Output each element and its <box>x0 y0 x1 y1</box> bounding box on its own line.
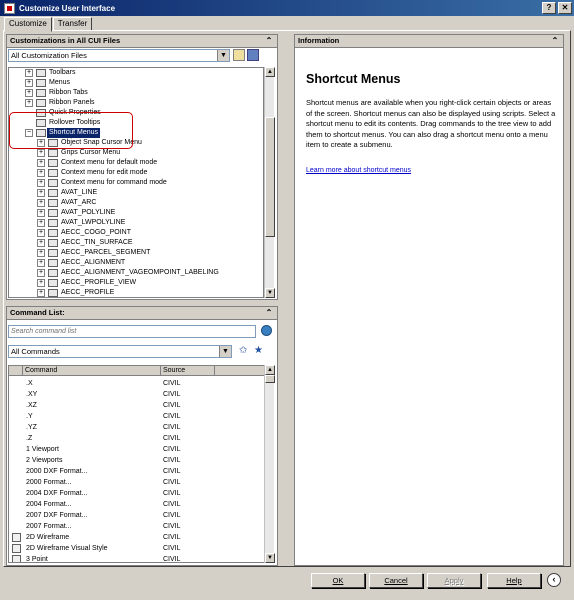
tree-scrollbar[interactable] <box>264 67 274 298</box>
learn-more-link[interactable]: Learn more about shortcut menus <box>306 167 412 174</box>
ok-button[interactable] <box>311 573 365 588</box>
new-command-star-icon[interactable]: ✩ <box>239 345 248 356</box>
scroll-up-icon[interactable]: ▲ <box>265 365 275 375</box>
apply-button-label: Apply <box>444 576 464 585</box>
scroll-down-icon[interactable]: ▼ <box>265 288 275 298</box>
command-list-title: Command List: <box>10 308 65 317</box>
table-row[interactable] <box>9 488 265 499</box>
scroll-down-icon[interactable]: ▼ <box>265 553 275 563</box>
title-buttons <box>542 2 572 14</box>
tree-item-label: Ribbon Panels <box>49 99 95 106</box>
tree-item-label: AVAT_LWPOLYLINE <box>61 219 126 226</box>
source-cell: CIVIL <box>163 424 181 431</box>
command-cell: 2004 DXF Format... <box>26 490 88 497</box>
command-cell: 2D Wireframe Visual Style <box>26 545 108 552</box>
source-cell: CIVIL <box>163 556 181 563</box>
expand-icon[interactable]: + <box>38 139 44 146</box>
menu-icon <box>48 239 58 247</box>
ribbon-tab-icon <box>36 89 46 97</box>
tree-item-label: Grips Cursor Menu <box>61 149 121 156</box>
expand-icon[interactable]: + <box>26 89 32 96</box>
expand-icon[interactable]: + <box>26 99 32 106</box>
command-cell: .YZ <box>26 424 37 431</box>
table-row[interactable] <box>9 400 265 411</box>
tree-item-label: AVAT_POLYLINE <box>61 209 116 216</box>
table-row[interactable] <box>9 499 265 510</box>
source-cell: CIVIL <box>163 490 181 497</box>
table-row[interactable] <box>9 389 265 400</box>
menu-icon <box>48 259 58 267</box>
scroll-thumb[interactable] <box>265 117 275 237</box>
source-cell: CIVIL <box>163 413 181 420</box>
main-tabs <box>4 17 93 31</box>
ribbon-panel-icon <box>36 99 46 107</box>
table-row[interactable] <box>9 543 265 554</box>
grid-header <box>9 366 265 376</box>
menu-icon <box>48 249 58 257</box>
three-point-icon <box>12 555 21 563</box>
table-row[interactable] <box>9 477 265 488</box>
menu-icon <box>48 169 58 177</box>
customization-tree[interactable] <box>8 67 264 298</box>
menu-icon <box>48 269 58 277</box>
visual-style-icon <box>12 544 21 553</box>
command-cell: 2004 Format... <box>26 501 72 508</box>
command-cell: 2D Wireframe <box>26 534 70 541</box>
information-panel-title: Information <box>298 36 340 45</box>
command-cell: 2007 Format... <box>26 523 72 530</box>
tree-item-label: AVAT_LINE <box>61 189 98 196</box>
expand-icon[interactable]: + <box>38 229 44 236</box>
cancel-button[interactable] <box>369 573 423 588</box>
expand-icon[interactable]: + <box>38 169 44 176</box>
tree-item-label: Rollover Tooltips <box>49 119 101 126</box>
command-cell: 1 Viewport <box>26 446 59 453</box>
command-cell: .X <box>26 380 33 387</box>
source-cell: CIVIL <box>163 545 181 552</box>
command-cell: 2000 DXF Format... <box>26 468 88 475</box>
expand-icon[interactable]: + <box>38 239 44 246</box>
menu-icon <box>48 289 58 297</box>
menu-icon <box>48 229 58 237</box>
tree-item-label: AECC_COGO_POINT <box>61 229 132 236</box>
expand-icon[interactable]: + <box>38 179 44 186</box>
info-heading: Shortcut Menus <box>306 72 401 86</box>
tree-item-label: Context menu for edit mode <box>61 169 148 176</box>
scroll-up-icon[interactable]: ▲ <box>265 67 275 77</box>
save-icon[interactable] <box>247 49 259 61</box>
command-cell: 2007 DXF Format... <box>26 512 88 519</box>
menu-icon <box>36 79 46 87</box>
open-file-icon[interactable] <box>233 49 245 61</box>
expand-icon[interactable]: + <box>38 159 44 166</box>
information-panel-header <box>295 35 563 48</box>
command-cell: 2000 Format... <box>26 479 72 486</box>
expand-icon[interactable]: + <box>38 269 44 276</box>
expand-icon[interactable]: + <box>26 79 32 86</box>
command-cell: 2 Viewports <box>26 457 63 464</box>
command-list-header <box>7 307 277 320</box>
help-button-label: Help <box>506 576 522 585</box>
customizations-panel-header <box>7 35 277 48</box>
menu-icon <box>48 219 58 227</box>
source-cell: CIVIL <box>163 534 181 541</box>
menu-icon <box>48 279 58 287</box>
tree-item-label: AECC_PARCEL_SEGMENT <box>61 249 151 256</box>
tree-item-label: Context menu for default mode <box>61 159 158 166</box>
column-header-icon[interactable] <box>9 366 23 376</box>
app-icon <box>4 3 15 14</box>
tree-item-label: Ribbon Tabs <box>49 89 88 96</box>
tab-customize[interactable]: Customize <box>4 17 52 32</box>
table-row[interactable] <box>9 554 265 563</box>
menu-icon <box>48 149 58 157</box>
tree-item-label: AECC_PROFILE <box>61 289 115 296</box>
tree-item-label: AVAT_ARC <box>61 199 97 206</box>
expand-icon[interactable]: + <box>38 249 44 256</box>
chevron-down-icon[interactable]: ▼ <box>217 50 229 61</box>
command-cell: 3 Point <box>26 556 48 563</box>
source-cell: CIVIL <box>163 501 181 508</box>
source-cell: CIVIL <box>163 402 181 409</box>
collapse-panel-icon[interactable]: ‹ <box>547 573 561 587</box>
menu-icon <box>48 159 58 167</box>
tree-item-label: Menus <box>49 79 71 86</box>
collapse-icon[interactable]: ⌃ <box>551 36 559 45</box>
table-row[interactable] <box>9 455 265 466</box>
source-cell: CIVIL <box>163 380 181 387</box>
title-bar <box>0 0 574 16</box>
cancel-button-label: Cancel <box>384 576 408 585</box>
expand-icon[interactable]: + <box>38 209 44 216</box>
source-cell: CIVIL <box>163 435 181 442</box>
search-input[interactable]: Search command list <box>8 325 256 338</box>
command-scrollbar[interactable] <box>264 365 274 563</box>
menu-icon <box>48 189 58 197</box>
column-header-source[interactable]: Source <box>161 366 215 376</box>
info-description: Shortcut menus are available when you right-click certain objects or areas of the screen. Shortcut menus can also be displayed using scripts. Select a shortcut menu to edit its contents. Drag commands to the tree view to add them to shortcut menus. You can also drag a shortcut menu onto a menu item to create a submenu. <box>306 98 556 149</box>
table-row[interactable] <box>9 510 265 521</box>
tree-item-label: Context menu for command mode <box>61 179 167 186</box>
table-row[interactable] <box>9 466 265 477</box>
menu-icon <box>48 179 58 187</box>
expand-icon[interactable]: + <box>38 279 44 286</box>
source-cell: CIVIL <box>163 457 181 464</box>
help-title-button[interactable]: ? <box>542 2 556 14</box>
tree-item-label: Object Snap Cursor Menu <box>61 139 142 146</box>
star-icon[interactable]: ★ <box>254 345 263 356</box>
table-row[interactable] <box>9 444 265 455</box>
command-cell: .XZ <box>26 402 37 409</box>
tree-item-label: AECC_ALIGNMENT_VAGEOMPOINT_LABELING <box>61 269 219 276</box>
source-cell: CIVIL <box>163 391 181 398</box>
expand-icon[interactable]: + <box>26 69 32 76</box>
table-row[interactable] <box>9 422 265 433</box>
window-title: Customize User Interface <box>19 3 116 13</box>
source-cell: CIVIL <box>163 446 181 453</box>
command-grid[interactable] <box>8 365 274 563</box>
source-cell: CIVIL <box>163 468 181 475</box>
tree-item-label: Shortcut Menus <box>49 129 99 136</box>
search-icon[interactable] <box>261 325 272 336</box>
table-row[interactable] <box>9 411 265 422</box>
cui-file-select[interactable] <box>8 49 230 62</box>
command-filter-select[interactable] <box>8 345 232 358</box>
command-filter-value: All Commands <box>11 347 60 356</box>
tree-item-label: AECC_PROFILE_VIEW <box>61 279 137 286</box>
source-cell: CIVIL <box>163 523 181 530</box>
chevron-down-icon[interactable]: ▼ <box>219 346 231 357</box>
table-row[interactable] <box>9 521 265 532</box>
tree-item-label: AECC_TIN_SURFACE <box>61 239 133 246</box>
expand-icon[interactable]: + <box>38 259 44 266</box>
table-row[interactable] <box>9 532 265 543</box>
scroll-thumb[interactable] <box>265 375 275 383</box>
close-button[interactable]: ✕ <box>558 2 572 14</box>
expand-icon[interactable]: + <box>38 199 44 206</box>
expand-icon[interactable]: + <box>38 289 44 296</box>
table-row[interactable] <box>9 433 265 444</box>
ok-button-label: OK <box>332 576 344 585</box>
source-cell: CIVIL <box>163 512 181 519</box>
command-cell: .XY <box>26 391 38 398</box>
collapse-node-icon[interactable]: − <box>26 129 32 136</box>
toolbar-icon <box>36 69 46 77</box>
source-cell: CIVIL <box>163 479 181 486</box>
collapse-icon[interactable]: ⌃ <box>265 308 273 317</box>
command-cell: .Y <box>26 413 33 420</box>
customizations-panel-title: Customizations in All CUI Files <box>10 36 121 45</box>
tab-transfer[interactable]: Transfer <box>53 17 93 31</box>
column-header-command[interactable]: Command <box>23 366 161 376</box>
expand-icon[interactable]: + <box>38 219 44 226</box>
cui-file-select-value: All Customization Files <box>11 51 87 60</box>
expand-icon[interactable]: + <box>38 189 44 196</box>
table-row[interactable] <box>9 378 265 389</box>
apply-button[interactable] <box>427 573 481 588</box>
command-cell: .Z <box>26 435 33 442</box>
menu-icon <box>48 209 58 217</box>
wireframe-icon <box>12 533 21 542</box>
help-button[interactable] <box>487 573 541 588</box>
annotation-highlight <box>9 112 133 149</box>
tree-item-label: Quick Properties <box>49 109 101 116</box>
expand-icon[interactable]: + <box>38 149 44 156</box>
tree-item-label: Toolbars <box>49 69 76 76</box>
menu-icon <box>48 199 58 207</box>
collapse-icon[interactable]: ⌃ <box>265 36 273 45</box>
tree-item-label: AECC_ALIGNMENT <box>61 259 126 266</box>
